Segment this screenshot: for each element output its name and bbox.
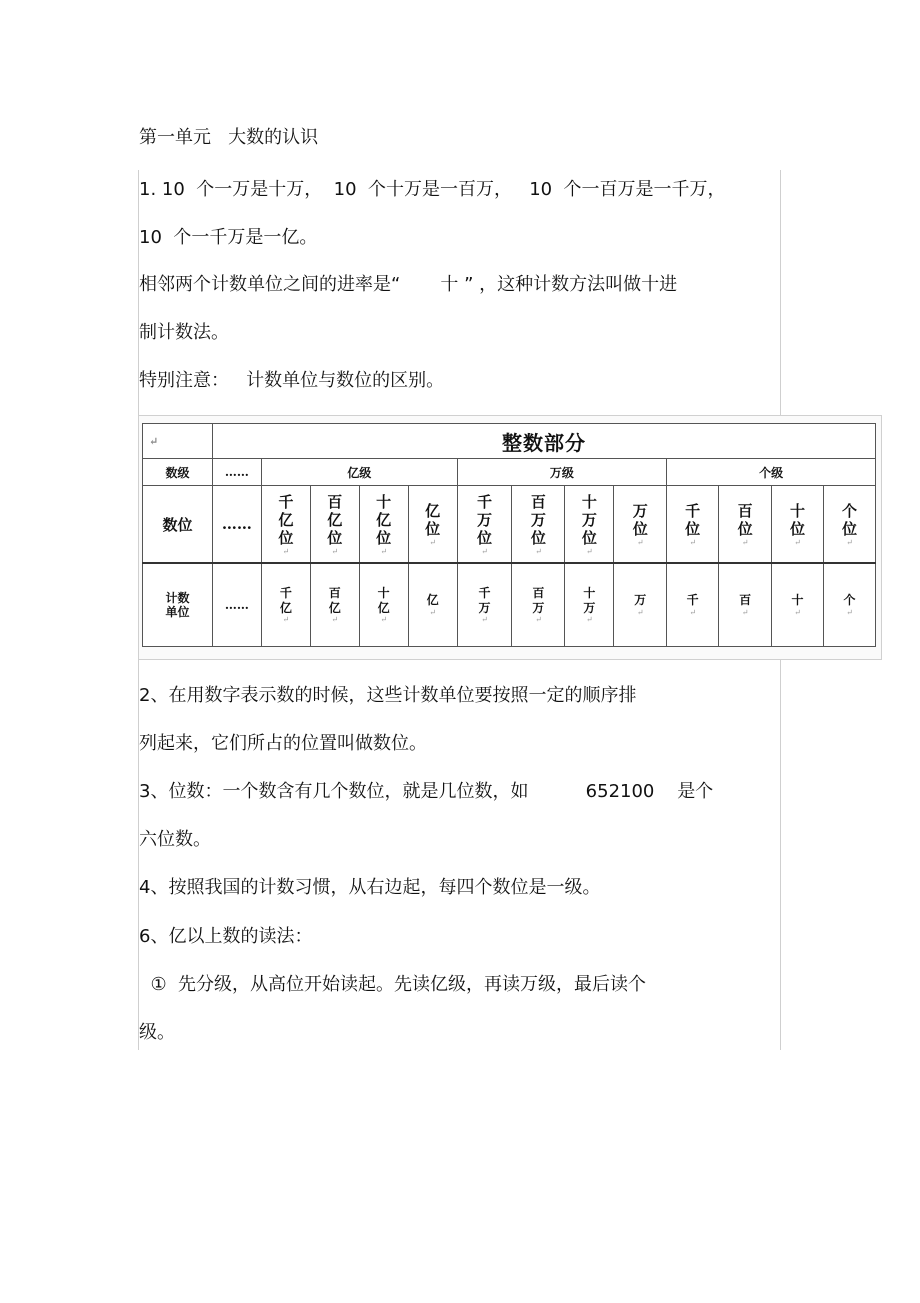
paragraph-6: 4、按照我国的计数习惯，从右边起，每四个数位是一级。 — [139, 877, 601, 898]
paragraph-mark-icon: ↵ — [429, 537, 436, 547]
position-cell — [667, 486, 719, 564]
position-cell — [823, 486, 875, 564]
paragraph-mark-icon: ↵ — [380, 614, 388, 624]
paragraph-mark-icon: ↵ — [794, 607, 801, 617]
unit-cell — [310, 563, 359, 647]
position-text: 亿位 — [425, 501, 441, 538]
paragraph-mark-icon: ↵ — [380, 546, 388, 556]
paragraph-8-line-1: ① 先分级，从高位开始读起。先读亿级，再读万级，最后读个 — [139, 974, 647, 995]
paragraph-mark-icon: ↵ — [794, 537, 801, 547]
unit-cell — [261, 563, 310, 647]
paragraph-1-line-1: 1. 10 个一万是十万， 10 个十万是一百万， 10 个一百万是一千万， — [139, 179, 726, 200]
paragraph-3: 特别注意： 计数单位与数位的区别。 — [139, 370, 445, 391]
paragraph-mark-icon: ↵ — [331, 546, 339, 556]
paragraph-mark-icon: ↵ — [535, 546, 542, 556]
row-label-level: 数级 — [143, 459, 213, 486]
table-header-integer-part: 整数部分 — [212, 424, 875, 459]
unit-ellipsis: …… — [212, 563, 261, 647]
position-cell — [457, 486, 512, 564]
row-label-unit-text: 计数单位 — [165, 590, 190, 619]
position-text: 千万位 — [477, 492, 493, 547]
paragraph-mark-icon: ↵ — [535, 614, 542, 624]
unit-cell — [614, 563, 667, 647]
paragraph-2-line-2: 制计数法。 — [139, 322, 229, 343]
paragraph-mark-icon: ↵ — [481, 614, 488, 624]
paragraph-mark-icon: ↵ — [689, 607, 697, 617]
paragraph-mark-icon: ↵ — [282, 614, 290, 624]
paragraph-7: 6、亿以上数的读法： — [139, 926, 313, 947]
place-value-table-figure — [138, 415, 882, 660]
paragraph-5-line-2: 六位数。 — [139, 829, 211, 850]
unit-text: 千 — [686, 593, 699, 608]
unit-text: 亿 — [426, 593, 439, 608]
paragraph-5-line-1: 3、位数：一个数含有几个数位，就是几位数，如 652100 是个 — [139, 781, 714, 802]
paragraph-1-line-2: 10 个一千万是一亿。 — [139, 227, 318, 248]
unit-cell — [565, 563, 614, 647]
unit-text: 百亿 — [328, 586, 341, 615]
paragraph-2-line-1: 相邻两个计数单位之间的进率是“ 十 ” ，这种计数方法叫做十进 — [139, 274, 678, 295]
level-yi: 亿级 — [261, 459, 457, 486]
page-title: 第一单元 大数的认识 — [139, 127, 319, 148]
paragraph-mark-icon: ↵ — [429, 607, 436, 617]
position-text: 万位 — [632, 501, 648, 538]
paragraph-mark-icon: ↵ — [741, 537, 749, 547]
position-ellipsis: …… — [212, 486, 261, 564]
unit-text: 百 — [739, 593, 752, 608]
paragraph-mark-icon: ↵ — [585, 614, 593, 624]
unit-cell — [823, 563, 875, 647]
unit-text: 千万 — [478, 586, 491, 615]
paragraph-mark-icon: ↵ — [331, 614, 339, 624]
paragraph-mark-icon: ↵ — [689, 537, 697, 547]
paragraph-mark-icon: ↵ — [846, 607, 853, 617]
unit-cell — [408, 563, 457, 647]
unit-text: 十 — [791, 593, 804, 608]
position-text: 十万位 — [581, 492, 597, 547]
paragraph-mark-icon: ↵ — [282, 546, 290, 556]
unit-cell — [719, 563, 772, 647]
position-cell — [359, 486, 408, 564]
position-text: 十位 — [790, 501, 806, 538]
unit-cell — [457, 563, 512, 647]
unit-cell — [359, 563, 408, 647]
level-ellipsis: …… — [212, 459, 261, 486]
unit-text: 百万 — [532, 586, 545, 615]
paragraph-mark-icon: ↵ — [741, 607, 749, 617]
position-text: 百位 — [737, 501, 753, 538]
position-cell — [512, 486, 565, 564]
table-corner-mark: ↵ — [143, 424, 213, 459]
position-text: 十亿位 — [376, 492, 392, 547]
row-label-position: 数位 — [143, 486, 213, 564]
unit-text: 千亿 — [279, 586, 292, 615]
position-text: 千亿位 — [278, 492, 294, 547]
paragraph-mark-icon: ↵ — [636, 607, 644, 617]
position-cell — [772, 486, 824, 564]
unit-cell — [772, 563, 824, 647]
position-text: 百万位 — [530, 492, 546, 547]
position-cell — [310, 486, 359, 564]
unit-text: 十亿 — [377, 586, 390, 615]
position-cell — [408, 486, 457, 564]
unit-text: 十万 — [583, 586, 596, 615]
position-cell — [565, 486, 614, 564]
paragraph-mark-icon: ↵ — [846, 537, 853, 547]
position-cell — [614, 486, 667, 564]
position-cell — [719, 486, 772, 564]
place-value-table — [142, 423, 876, 647]
paragraph-8-line-2: 级。 — [139, 1022, 175, 1043]
paragraph-mark-icon: ↵ — [585, 546, 593, 556]
position-text: 百亿位 — [327, 492, 343, 547]
position-text: 千位 — [685, 501, 701, 538]
paragraph-4-line-1: 2、在用数字表示数的时候，这些计数单位要按照一定的顺序排 — [139, 685, 637, 706]
unit-cell — [667, 563, 719, 647]
unit-cell — [512, 563, 565, 647]
paragraph-4-line-2: 列起来，它们所占的位置叫做数位。 — [139, 733, 427, 754]
paragraph-mark-icon: ↵ — [481, 546, 488, 556]
position-text: 个位 — [841, 501, 857, 538]
row-label-unit — [143, 563, 213, 647]
unit-text: 万 — [634, 593, 647, 608]
unit-text: 个 — [843, 593, 856, 608]
level-wan: 万级 — [457, 459, 667, 486]
paragraph-mark-icon: ↵ — [636, 537, 644, 547]
level-ge: 个级 — [667, 459, 876, 486]
position-cell — [261, 486, 310, 564]
